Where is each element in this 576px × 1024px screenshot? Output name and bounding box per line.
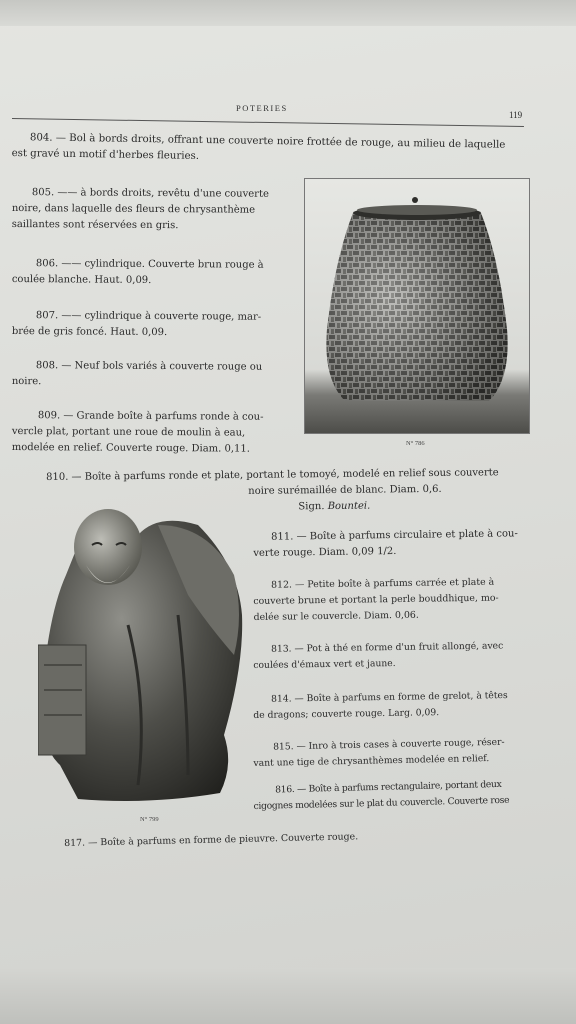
running-title: POTERIES	[236, 103, 288, 113]
entry-line: 813. — Pot à thé en forme d'un fruit allongé, avec	[271, 640, 504, 655]
figurine-photograph	[38, 505, 246, 805]
entry-line: coulée blanche. Haut. 0,09.	[11, 273, 152, 286]
woven-jar-illustration	[305, 179, 529, 433]
jar-photograph	[304, 178, 530, 434]
entry-line: modelée en relief. Couverte rouge. Diam. 0,11.	[11, 441, 251, 455]
entry-line: 814. — Boîte à parfums en forme de grelot, à têtes	[271, 690, 508, 705]
entry-line: 816. — Boîte à parfums rectangulaire, portant deux	[275, 778, 502, 796]
entry-line: vant une tige de chrysanthèmes modelée en relief.	[253, 753, 490, 769]
page-number: 119	[509, 110, 523, 120]
entry-line: 817. — Boîte à parfums en forme de pieuvre. Couverte rouge.	[64, 831, 359, 849]
entry-line: coulées d'émaux vert et jaune.	[253, 658, 396, 671]
entry-line: de dragons; couverte rouge. Larg. 0,09.	[253, 707, 440, 721]
entry-805	[12, 185, 269, 235]
entry-815	[253, 735, 505, 772]
entry-812	[253, 575, 499, 626]
entry-816	[253, 777, 509, 815]
entry-808	[12, 358, 262, 392]
figurine-caption: N° 799	[140, 816, 159, 823]
entry-814	[253, 688, 508, 724]
entry-line: noire surémaillée de blanc. Diam. 0,6.	[248, 483, 442, 497]
page-bottom-edge	[0, 968, 576, 1024]
entry-line: 812. — Petite boîte à parfums carrée et plate à	[271, 576, 495, 591]
signature-prefix: Sign.	[298, 501, 325, 513]
header-rule	[12, 118, 524, 127]
entry-line: brée de gris foncé. Haut. 0,09.	[11, 325, 168, 339]
entry-line: delée sur le couvercle. Diam. 0,06.	[253, 609, 419, 623]
entry-line: noire, dans laquelle des fleurs de chrysanthème	[11, 202, 256, 216]
entry-line: noire.	[11, 375, 42, 388]
entry-line: est gravé un motif d'herbes fleuries.	[11, 147, 200, 162]
entry-line: 804. — Bol à bords droits, offrant une couverte noire frottée de rouge, au milieu de laquelle	[29, 132, 506, 151]
entry-line: 805. —— à bords droits, revêtu d'une couverte	[31, 187, 269, 200]
entry-804	[11, 130, 505, 170]
entry-806	[12, 256, 264, 290]
page-top-edge	[0, 0, 576, 26]
entry-line: cigognes modelées sur le plat du couvercle. Couverte rose	[253, 794, 510, 812]
entry-813	[253, 639, 504, 674]
entry-line: vercle plat, portant une roue de moulin à eau,	[11, 425, 246, 439]
entry-line: saillantes sont réservées en gris.	[11, 218, 179, 232]
entry-line: 809. — Grande boîte à parfums ronde à cou-	[37, 410, 264, 423]
entry-line: 815. — Inro à trois cases à couverte rouge, réser-	[273, 736, 505, 753]
entry-line: 811. — Boîte à parfums circulaire et plate à cou-	[271, 528, 518, 543]
entry-line: couverte brune et portant la perle bouddhique, mo-	[253, 592, 499, 607]
jar-caption: N° 786	[406, 440, 425, 447]
entry-line: 808. — Neuf bols variés à couverte rouge ou	[35, 360, 263, 373]
figurine-illustration	[38, 505, 246, 805]
entry-line: 807. —— cylindrique à couverte rouge, mar-	[35, 310, 262, 323]
signature-name: Bountei.	[327, 500, 371, 513]
entry-line: 810. — Boîte à parfums ronde et plate, portant le tomoyé, modelé en relief sous couverte	[46, 467, 499, 483]
entry-809	[12, 408, 264, 458]
entry-line: 806. —— cylindrique. Couverte brun rouge à	[35, 258, 264, 271]
entry-line: verte rouge. Diam. 0,09 1/2.	[253, 545, 397, 559]
entry-817	[64, 829, 358, 852]
entry-811	[253, 526, 518, 562]
entry-807	[12, 308, 261, 342]
